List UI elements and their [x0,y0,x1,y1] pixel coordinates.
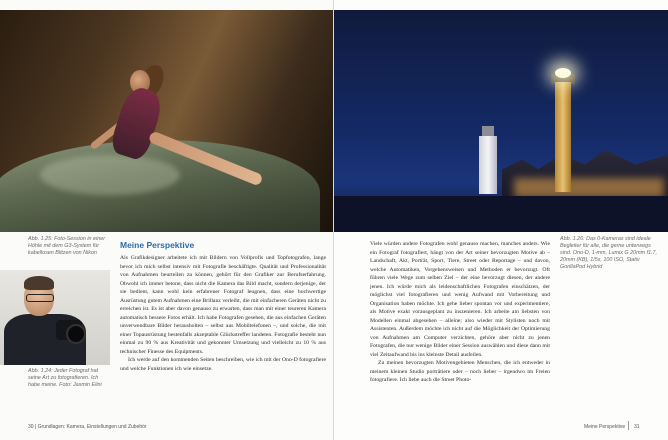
portrait-glasses [26,294,54,302]
left-body-text [120,254,326,373]
ruins-lights [514,178,664,198]
lens-icon [66,324,86,344]
right-footer-section: Meine Perspektive [584,424,626,430]
white-tower [479,136,497,194]
portrait-hair [24,276,54,290]
caption-portrait: Abb. 1.24: Jeder Fotograf hat seine Art zu fotografieren. Ich habe meine. Foto: Jasmin Elini [28,368,102,388]
section-heading: Meine Perspektive [120,240,195,250]
cave-rock-photo [0,10,333,232]
dark-sea [334,196,668,232]
footer-divider [628,421,629,430]
photographer-portrait [0,270,110,365]
left-paragraph-2: Ich werde auf den kommenden Seiten beschreiben, wie ich mit der Ono-D fotografiere und welche Funktionen ich wie einsetze. [120,357,326,372]
right-paragraph-2: Zu meinen bevorzugten Motivengebieten Menschen, die ich entweder in meinem kleinen Studio porträtiere oder – noch lieber – irgendwo im Freien fotografiere. Ich liebe auch die Street Photo- [370,360,550,383]
left-paragraph-1: Als Grafikdesigner arbeitete ich mit Bildern von Vollprofis und Topfotografen, lange bevor ich mich selbst intensiv mit Fotografie beschäftigte. Qualität und Professionalität von Aufnahmen beurteilen zu können, gehört für den Grafiker zur Berufserfahrung. Obwohl ich immer betone, dass nicht die Kamera das Bild macht, sondern derjenige, der sie bedient, kann wohl kein erfahrener Fotograf leugnen, dass eine hochwertige Ausrüstung gutem Aufnahmen eine Brillanz verleiht, die mit einfacheren Geräten nicht zu erreichen ist. Es ist aber davon genauso zu erwarten, dass man mit einer teureren Kamera automatisch bessere Fotos erhält. Ich habe Fotografen gesehen, die aus einfachen Geräten unverwendbare Bilder herausholten – selbst aus Mobiltelefonen –, und solche, die mit einer Topausrüstung bestenfalls akzeptable Glückstreffer landeten. Fotografie besteht nun einmal zu 90 % aus Kreativität und gekonnter Umsetzung und vielleicht zu 10 % aus technischer Finesse des Equipments. [120,255,326,355]
right-body-text [370,240,550,385]
left-footer: 30 | Grundlagen: Kamera, Einstellungen und Zubehör [28,424,147,430]
right-paragraph-1: Viele würden andere Fotografen wohl genauso machen, manches anders. Wie ein Fotograf fotografiert, hängt von der Art seiner bevorzugten Motive ab – Landschaft, Akt, Porträt, Sport, Tiere, Street oder Reportage – und davon, welche Automatiken, Vorgehensweisen und Methoden er bevorzugt. Oft führen viele Wege zum selben Ziel – der eine bevorzugt diesen, der andere jenen. Ich würde mich als leidenschaftlichen Fotografen einschätzen, der möglichst viel fotografieren und wenig Aufwand mit Vorbereitung und Organisation haben möchte. Ich gehe lieber spontan vor und experimentiere, als Motive exakt vorausgeplant zu inszenieren. Ich arbeite am liebsten von Modellen einmal abgesehen – alleine; also wieder mit Stylisten noch mit Assistenten. Außerdem möchte ich nicht auf die Möglichkeit der Optimierung von Aufnahmen am Computer verzichten, gehöre aber nicht zu jenen Fotografen, die nur wenige Bilder einer Session auswählen und diese dann mit viel Zeitaufwand bis ins kleinste Detail ausfeilen. [370,241,550,358]
caption-lighthouse-photo: Abb. 1.26: Das 0-Kameras sind ideale Begleiter für alle, die gerne unterwegs sind. Ono-D, 1-mm, Lumix G 20mm f1.7, 20mm (KB), 1/5s, 100 ISO, Stativ GorillaPod Hybrid [560,236,658,270]
right-footer-page-number: 31 [634,424,640,430]
caption-cave-photo: Abb. 1.25: Foto-Session in einer Höhle mit dem G3-System für kabellosen Blitzen von Nikon [28,236,106,256]
lighthouse-beacon [555,68,571,78]
lighthouse-night-photo [334,10,668,232]
lighthouse-tower [555,82,571,192]
rock-highlight [40,155,180,195]
